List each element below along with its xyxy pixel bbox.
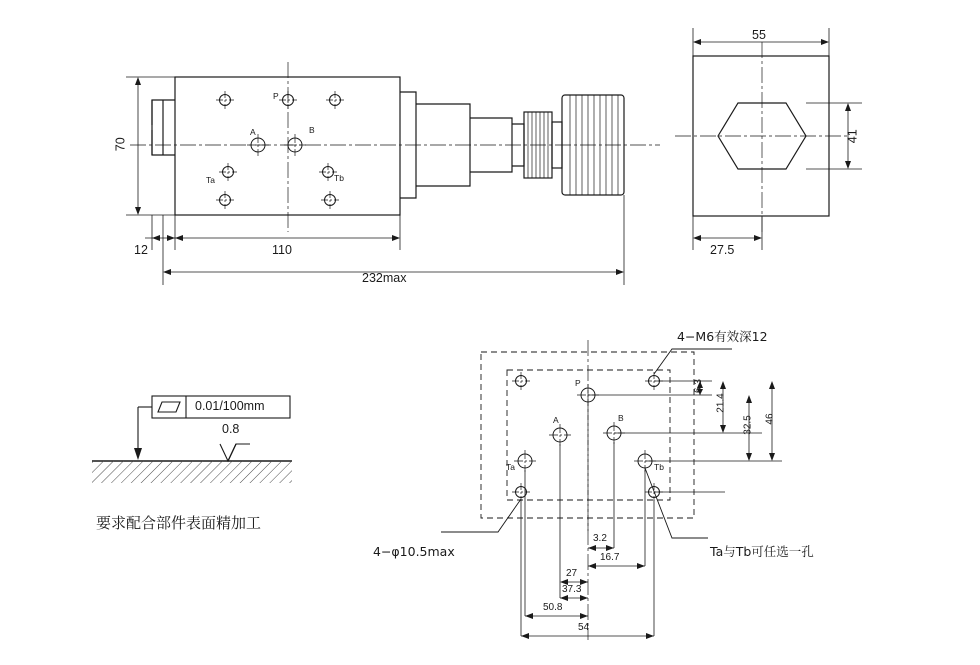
- side-view-geometry: [675, 42, 848, 232]
- front-port-label-a: A: [250, 127, 256, 137]
- surface-note-caption: 要求配合部件表面精加工: [96, 514, 262, 532]
- dim-offset-27p5: 27.5: [710, 243, 735, 257]
- dim-v-32p5: 32.5: [742, 415, 754, 435]
- dim-h-27: 27: [566, 568, 578, 579]
- front-port-label-p: P: [273, 91, 279, 101]
- callout-thread: 4−M6有效深12: [677, 329, 768, 344]
- mount-port-label-p: P: [575, 378, 581, 388]
- mount-port-label-ta: Ta: [506, 462, 515, 472]
- dim-h-3p2: 3.2: [593, 533, 607, 544]
- dim-overall-232max: 232max: [362, 271, 407, 285]
- mounting-view-holes: [512, 372, 663, 501]
- front-view-geometry: [130, 62, 660, 232]
- dim-height-41: 41: [845, 129, 860, 144]
- dim-height-70: 70: [113, 137, 128, 152]
- dim-h-54: 54: [578, 622, 590, 633]
- dim-body-110: 110: [272, 243, 292, 257]
- front-port-label-tb: Tb: [334, 173, 344, 183]
- dim-v-6p3: 6.3: [692, 379, 704, 393]
- front-port-label-b: B: [309, 125, 315, 135]
- dim-v-46: 46: [764, 413, 776, 425]
- front-port-label-ta: Ta: [206, 175, 215, 185]
- front-view-dimension-lines: [126, 77, 624, 285]
- flatness-value: 0.01/100mm: [195, 399, 265, 413]
- dim-width-55: 55: [752, 28, 766, 42]
- callout-hole: 4−φ10.5max: [373, 544, 455, 559]
- callout-ta-tb: Ta与Tb可任选一孔: [710, 544, 814, 559]
- side-view-dimension-lines: [693, 28, 862, 250]
- dim-v-21p4: 21.4: [715, 393, 727, 413]
- mounting-horizontal-dims: [521, 404, 654, 640]
- mount-port-label-b: B: [618, 413, 624, 423]
- dim-body-left-12: 12: [134, 243, 148, 257]
- mounting-callout-leaders: [441, 349, 732, 538]
- front-view-ports: [216, 91, 344, 209]
- dim-h-50p8: 50.8: [543, 602, 563, 613]
- mount-port-label-a: A: [553, 415, 559, 425]
- mounting-vertical-dims: [588, 381, 782, 492]
- roughness-value: 0.8: [222, 422, 240, 436]
- mount-port-label-tb: Tb: [654, 462, 664, 472]
- dim-h-16p7: 16.7: [600, 552, 620, 563]
- dim-h-37p3: 37.3: [562, 584, 582, 595]
